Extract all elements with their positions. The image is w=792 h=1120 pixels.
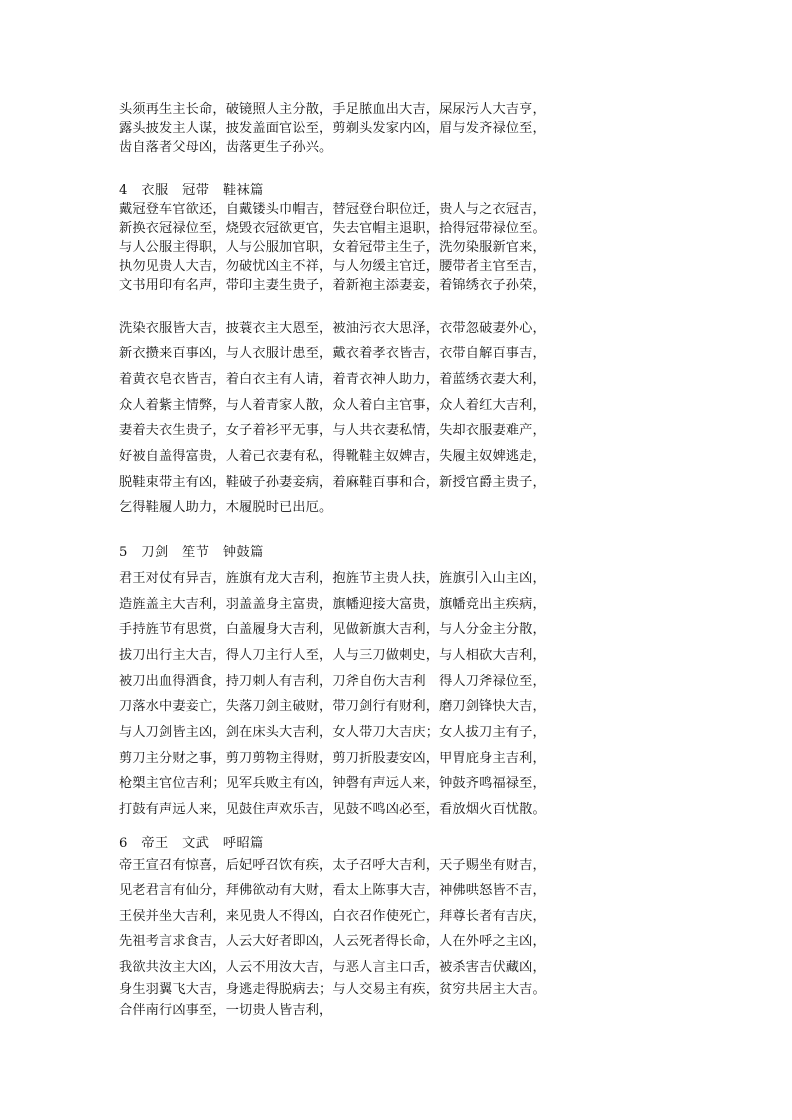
text-line: 君王对仗有异吉，旌旗有龙大吉利，抱旌节主贵人扶，旌旗引入山主凶， — [119, 571, 546, 586]
text-line: 妻着夫衣生贵子，女子着衫平无事，与人共衣妻私情，失却衣服妻难产， — [119, 423, 546, 438]
text-line: 身生羽翼飞大吉，身逃走得脱病去；与人交易主有疾，贫穷共居主大吉。 — [119, 982, 546, 997]
text-line: 露头披发主人谋，披发盖面官讼至，剪剃头发家内凶，眉与发齐禄位至， — [119, 121, 546, 136]
text-line: 剪刀主分财之事，剪刀剪物主得财，剪刀折股妻安凶，甲胃庇身主吉利， — [119, 751, 546, 766]
section-heading: 4 衣服 冠带 鞋袜篇 — [119, 183, 264, 198]
text-line: 头须再生主长命，破镜照人主分散，手足脓血出大吉，屎尿污人大吉亨， — [119, 102, 546, 117]
section-heading: 6 帝王 文武 呼昭篇 — [119, 836, 264, 851]
text-line: 与人刀剑皆主凶，剑在床头大吉利，女人带刀大吉庆；女人拔刀主有子， — [119, 725, 546, 740]
text-line: 好被自盖得富贵，人着己衣妻有私，得靴鞋主奴婢吉，失履主奴婢逃走， — [119, 449, 546, 464]
text-line: 与人公服主得职，人与公服加官职，女着冠带主生子，洗勿染服新官来， — [119, 240, 546, 255]
text-line: 王侯并坐大吉利，来见贵人不得凶，白衣召作使死亡，拜尊长者有吉庆， — [119, 909, 546, 924]
text-line: 造旌盖主大吉利，羽盖盖身主富贵，旗幡迎接大富贵，旗幡竞出主疾病， — [119, 597, 546, 612]
text-line: 刀落水中妻妾亡，失落刀剑主破财，带刀剑行有财利，磨刀剑锋快大吉， — [119, 699, 546, 714]
text-line: 文书用印有名声，带印主妻生贵子，着新袍主添妻妾，着锦绣衣子孙荣， — [119, 278, 546, 293]
text-line: 脱鞋束带主有凶，鞋破子孙妻妾病，着麻鞋百事和合，新授官爵主贵子， — [119, 475, 546, 490]
text-line: 帝王宣召有惊喜，后妃呼召饮有疾，太子召呼大吉利，天子赐坐有财吉， — [119, 858, 546, 873]
text-line: 我欲共汝主大凶，人云不用汝大吉，与恶人言主口舌，被杀害吉伏藏凶， — [119, 960, 546, 975]
text-line: 新换衣冠禄位至，烧毁衣冠欲更官，失去官帽主退职，拾得冠带禄位至。 — [119, 221, 546, 236]
text-line: 洗染衣服皆大吉，披蓑衣主大恩至，被油污衣大思泽，衣带忽破妻外心， — [119, 321, 546, 336]
text-line: 戴冠登车官欲还，自戴镂头巾帽吉，替冠登台职位迁，贵人与之衣冠吉， — [119, 202, 546, 217]
text-line: 乞得鞋履人助力，木履脱时已出厄。 — [119, 500, 333, 515]
text-line: 先祖考言求食吉，人云大好者即凶，人云死者得长命，人在外呼之主凶， — [119, 934, 546, 949]
text-line: 被刀出血得酒食，持刀刺人有吉利，刀斧自伤大吉利 得人刀斧禄位至， — [119, 674, 546, 689]
text-line: 手持旌节有思赏，白盖履身大吉利，见做新旗大吉利，与人分金主分散， — [119, 622, 546, 637]
text-line: 合伴南行凶事至，一切贵人皆吉利， — [119, 1003, 333, 1018]
text-line: 拔刀出行主大吉，得人刀主行人至，人与三刀做刺史，与人相砍大吉利， — [119, 648, 546, 663]
text-line: 枪槊主官位吉利；见军兵败主有凶，钟磬有声远人来，钟鼓齐鸣福禄至， — [119, 776, 546, 791]
text-line: 打鼓有声远人来，见鼓住声欢乐吉，见鼓不鸣凶必至，看放烟火百忧散。 — [119, 802, 546, 817]
text-line: 众人着紫主情弊，与人着青家人散，众人着白主官事，众人着红大吉利， — [119, 398, 546, 413]
text-line: 执勿见贵人大吉，勿破忧凶主不祥，与人勿缓主官迁，腰带者主官至吉， — [119, 259, 546, 274]
text-line: 新衣攒来百事凶，与人衣服计患至，戴衣着孝衣皆吉，衣带自解百事吉， — [119, 346, 546, 361]
section-heading: 5 刀剑 笙节 钟鼓篇 — [119, 545, 264, 560]
text-line: 见老君言有仙分，拜佛欲动有大财，看太上陈事大吉，神佛哄怒皆不吉， — [119, 883, 546, 898]
text-line: 着黄衣皂衣皆吉，着白衣主有人请，着青衣神人助力，着蓝绣衣妻大利， — [119, 372, 546, 387]
text-line: 齿自落者父母凶，齿落更生子孙兴。 — [119, 140, 333, 155]
